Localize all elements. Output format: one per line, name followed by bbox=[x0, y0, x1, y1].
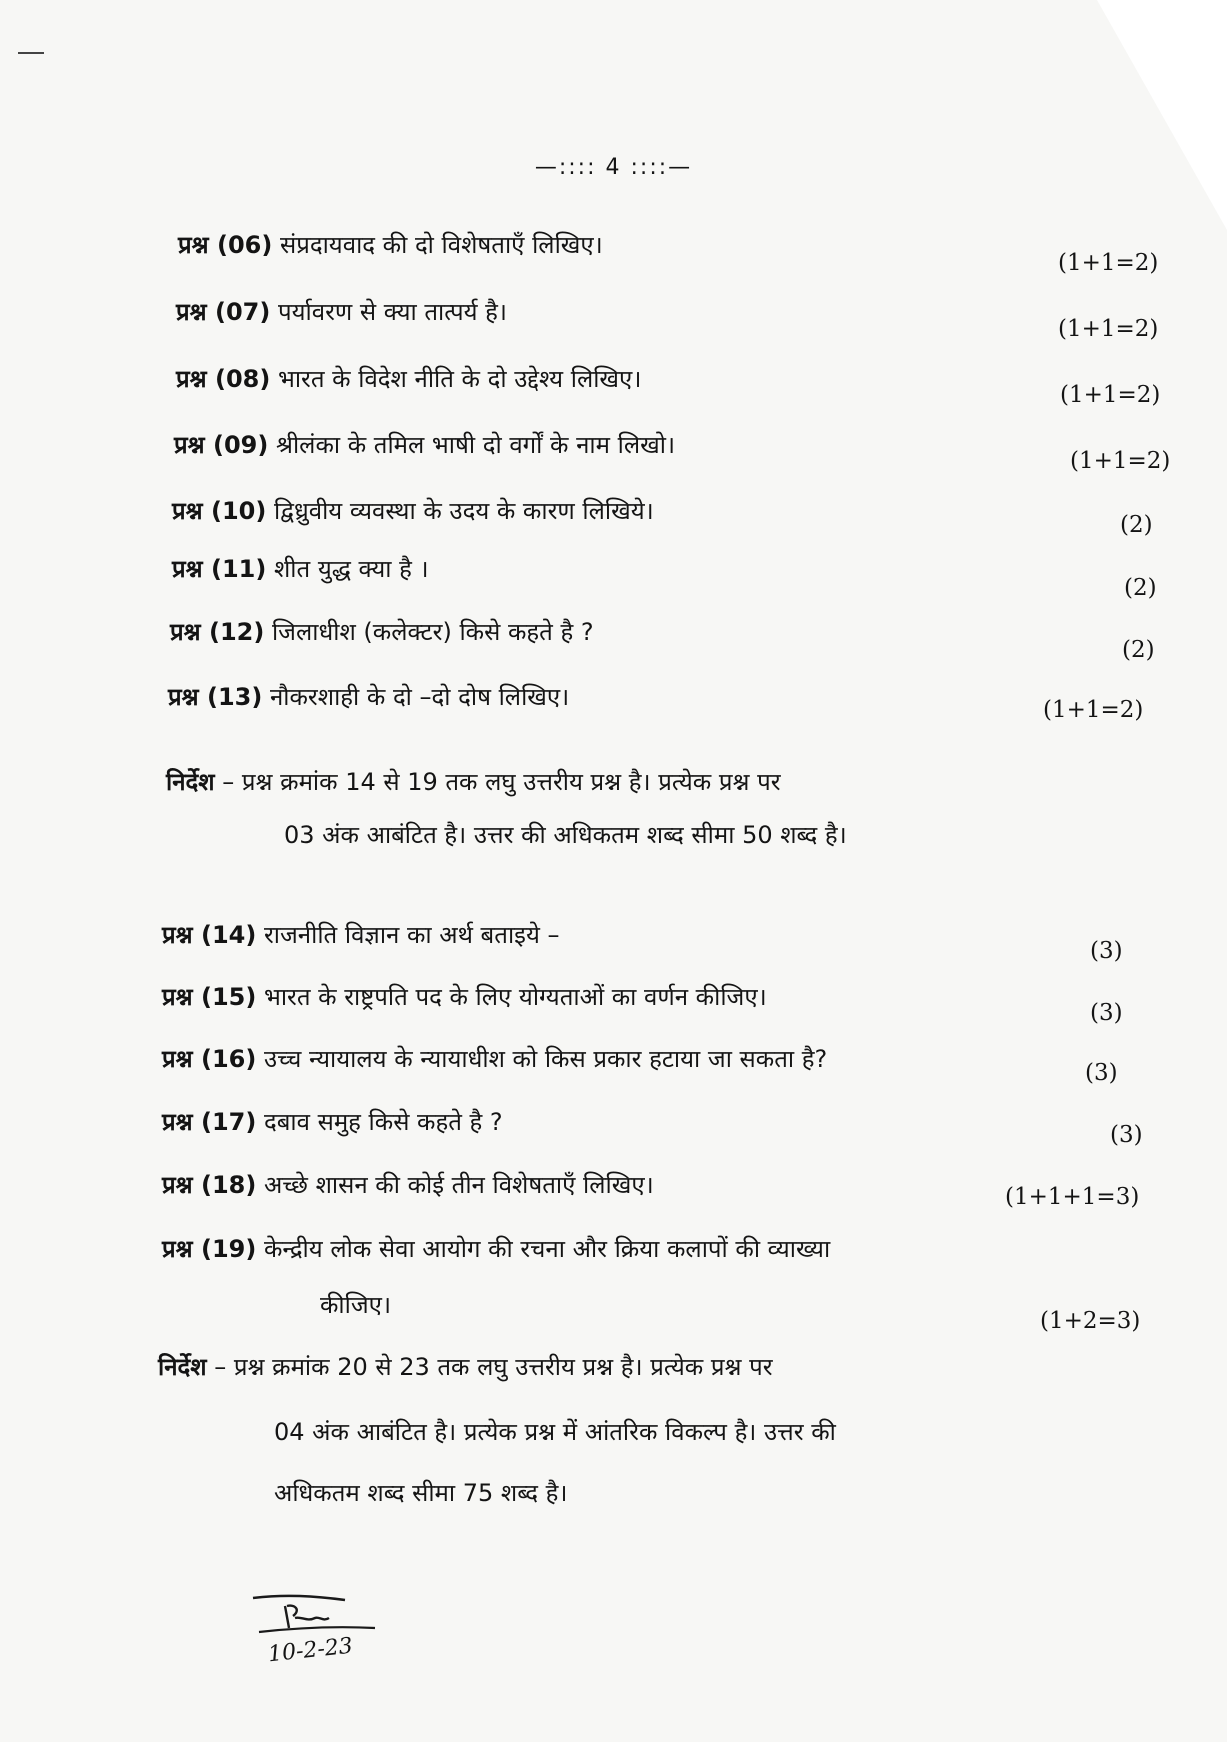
question-label: प्रश्न (08) bbox=[176, 365, 271, 393]
instruction-2-line-2: 04 अंक आबंटित है। प्रत्येक प्रश्न में आंतरिक विकल्प है। उत्तर की bbox=[274, 1418, 836, 1446]
question-text: उच्च न्यायालय के न्यायाधीश को किस प्रकार हटाया जा सकता है? bbox=[263, 1045, 828, 1073]
signature-date: 10-2-23 bbox=[266, 1633, 354, 1668]
question-17-marks: (3) bbox=[1110, 1122, 1143, 1148]
question-13-marks: (1+1=2) bbox=[1043, 697, 1144, 723]
question-07 bbox=[176, 295, 507, 328]
instruction-2-line-3: अधिकतम शब्द सीमा 75 शब्द है। bbox=[274, 1479, 568, 1507]
question-label: प्रश्न (06) bbox=[178, 231, 273, 259]
question-text: नौकरशाही के दो –दो दोष लिखिए। bbox=[269, 683, 570, 711]
question-14 bbox=[162, 918, 560, 951]
question-11 bbox=[172, 552, 429, 585]
question-label: प्रश्न (17) bbox=[162, 1108, 257, 1136]
question-07-marks: (1+1=2) bbox=[1058, 316, 1159, 342]
question-text: राजनीति विज्ञान का अर्थ बताइये – bbox=[263, 921, 560, 949]
question-08-marks: (1+1=2) bbox=[1060, 382, 1161, 408]
question-06-marks: (1+1=2) bbox=[1058, 250, 1159, 276]
question-text: भारत के राष्ट्रपति पद के लिए योग्यताओं का वर्णन कीजिए। bbox=[263, 983, 767, 1011]
question-label: प्रश्न (13) bbox=[168, 683, 263, 711]
instruction-text: – प्रश्न क्रमांक 14 से 19 तक लघु उत्तरीय प्रश्न है। प्रत्येक प्रश्न पर bbox=[222, 768, 781, 796]
question-13 bbox=[168, 680, 569, 713]
question-16 bbox=[162, 1042, 827, 1075]
question-label: प्रश्न (09) bbox=[174, 431, 269, 459]
question-10 bbox=[172, 494, 654, 527]
question-label: प्रश्न (16) bbox=[162, 1045, 257, 1073]
question-text: संप्रदायवाद की दो विशेषताएँ लिखिए। bbox=[279, 231, 603, 259]
question-label: प्रश्न (07) bbox=[176, 298, 271, 326]
question-text: भारत के विदेश नीति के दो उद्देश्य लिखिए। bbox=[277, 365, 642, 393]
question-label: प्रश्न (11) bbox=[172, 555, 267, 583]
question-19-marks: (1+2=3) bbox=[1040, 1308, 1141, 1334]
question-text: द्विध्रुवीय व्यवस्था के उदय के कारण लिखिये। bbox=[273, 497, 654, 525]
question-17 bbox=[162, 1105, 503, 1138]
question-text: शीत युद्ध क्या है । bbox=[273, 555, 429, 583]
question-15 bbox=[162, 980, 767, 1013]
question-12 bbox=[170, 615, 594, 648]
folded-corner bbox=[1097, 0, 1227, 230]
question-14-marks: (3) bbox=[1090, 938, 1123, 964]
question-18 bbox=[162, 1168, 654, 1201]
question-19 bbox=[162, 1232, 830, 1265]
question-09 bbox=[174, 428, 675, 461]
question-text: केन्द्रीय लोक सेवा आयोग की रचना और क्रिया कलापों की व्याख्या bbox=[263, 1235, 831, 1263]
question-16-marks: (3) bbox=[1085, 1060, 1118, 1086]
instruction-1-line-1 bbox=[166, 765, 781, 798]
question-text: दबाव समुह किसे कहते है ? bbox=[263, 1108, 503, 1136]
question-15-marks: (3) bbox=[1090, 1000, 1123, 1026]
question-12-marks: (2) bbox=[1122, 637, 1155, 663]
question-label: प्रश्न (19) bbox=[162, 1235, 257, 1263]
page-header: —:::: 4 ::::— bbox=[534, 155, 693, 180]
question-label: प्रश्न (18) bbox=[162, 1171, 257, 1199]
instruction-label: निर्देश bbox=[158, 1353, 207, 1381]
question-label: प्रश्न (15) bbox=[162, 983, 257, 1011]
question-08 bbox=[176, 362, 641, 395]
question-label: प्रश्न (14) bbox=[162, 921, 257, 949]
instruction-2-line-1 bbox=[158, 1350, 773, 1383]
question-text: जिलाधीश (कलेक्टर) किसे कहते है ? bbox=[271, 618, 594, 646]
question-11-marks: (2) bbox=[1124, 575, 1157, 601]
question-text: अच्छे शासन की कोई तीन विशेषताएँ लिखिए। bbox=[263, 1171, 654, 1199]
question-label: प्रश्न (10) bbox=[172, 497, 267, 525]
instruction-text: – प्रश्न क्रमांक 20 से 23 तक लघु उत्तरीय प्रश्न है। प्रत्येक प्रश्न पर bbox=[214, 1353, 773, 1381]
question-18-marks: (1+1+1=3) bbox=[1005, 1184, 1140, 1210]
question-06 bbox=[178, 228, 603, 261]
question-09-marks: (1+1=2) bbox=[1070, 448, 1171, 474]
question-10-marks: (2) bbox=[1120, 512, 1153, 538]
instruction-label: निर्देश bbox=[166, 768, 215, 796]
edge-mark bbox=[18, 52, 44, 54]
question-label: प्रश्न (12) bbox=[170, 618, 265, 646]
question-text: पर्यावरण से क्या तात्पर्य है। bbox=[277, 298, 508, 326]
instruction-1-line-2: 03 अंक आबंटित है। उत्तर की अधिकतम शब्द सीमा 50 शब्द है। bbox=[284, 821, 847, 849]
question-19-continuation: कीजिए। bbox=[320, 1291, 392, 1319]
question-text: श्रीलंका के तमिल भाषी दो वर्गों के नाम लिखो। bbox=[275, 431, 676, 459]
